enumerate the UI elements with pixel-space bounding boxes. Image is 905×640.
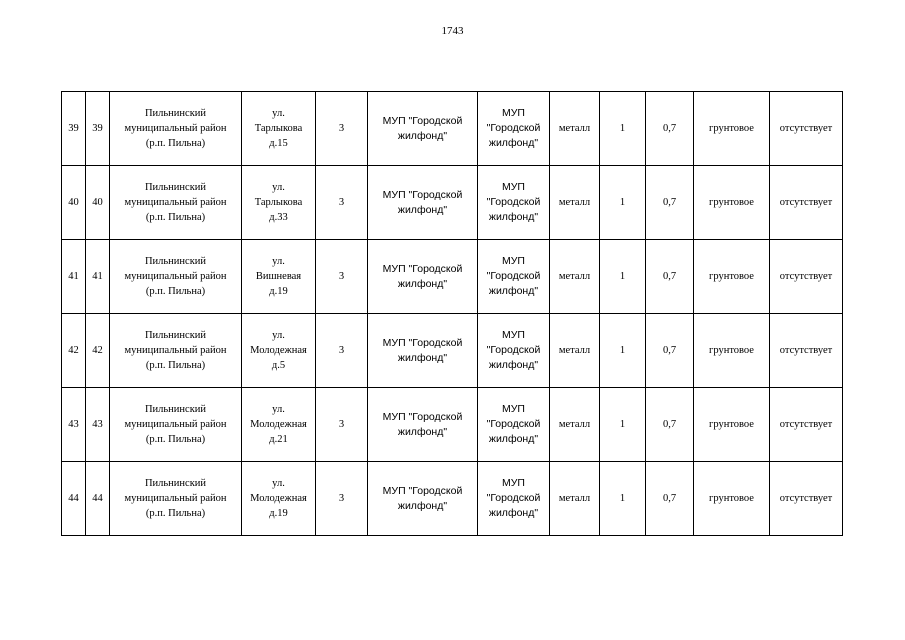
table-row (62, 240, 843, 314)
operator-cell (478, 240, 550, 314)
site-number-cell (86, 462, 110, 536)
site-number-cell-text: 42 (92, 345, 103, 356)
owner-cell (368, 166, 478, 240)
owner-cell (368, 240, 478, 314)
material-cell (550, 388, 600, 462)
containers-cell (600, 388, 646, 462)
page-number: 1743 (441, 25, 464, 37)
containers-cell (600, 314, 646, 388)
operator-cell-text: МУП "Городской жилфонд" (486, 107, 541, 149)
address-cell (242, 314, 316, 388)
surface-cell-text: грунтовое (709, 197, 754, 208)
row-number-cell (62, 240, 86, 314)
material-cell (550, 166, 600, 240)
site-number-cell-text: 43 (92, 419, 103, 430)
site-number-cell (86, 166, 110, 240)
containers-cell (600, 462, 646, 536)
address-cell-text: ул. Тарлыкова д.15 (254, 108, 303, 149)
owner-cell (368, 462, 478, 536)
volume-cell (646, 92, 694, 166)
fence-cell (770, 462, 843, 536)
district-cell-text: Пильнинский муниципальный район (р.п. Пильна) (124, 478, 227, 519)
count-cell-text: 3 (338, 197, 345, 208)
waste-site-registry-table (61, 91, 843, 536)
district-cell-text: Пильнинский муниципальный район (р.п. Пильна) (124, 182, 227, 223)
row-number-cell-text: 43 (68, 419, 79, 430)
volume-cell (646, 462, 694, 536)
count-cell-text: 3 (338, 345, 345, 356)
operator-cell (478, 92, 550, 166)
owner-cell-text: МУП "Городской жилфонд" (382, 336, 463, 364)
district-cell-text: Пильнинский муниципальный район (р.п. Пильна) (124, 404, 227, 445)
site-number-cell (86, 240, 110, 314)
district-cell-text: Пильнинский муниципальный район (р.п. Пильна) (124, 330, 227, 371)
address-cell-text: ул. Вишневая д.19 (255, 256, 302, 297)
count-cell (316, 166, 368, 240)
containers-cell (600, 92, 646, 166)
surface-cell (694, 314, 770, 388)
site-number-cell-text: 44 (92, 493, 103, 504)
fence-cell-text: отсутствует (779, 345, 833, 356)
surface-cell (694, 240, 770, 314)
owner-cell (368, 314, 478, 388)
operator-cell-text: МУП "Городской жилфонд" (486, 403, 541, 445)
surface-cell (694, 92, 770, 166)
owner-cell (368, 92, 478, 166)
count-cell-text: 3 (338, 123, 345, 134)
site-number-cell-text: 40 (92, 197, 103, 208)
fence-cell (770, 388, 843, 462)
count-cell (316, 92, 368, 166)
row-number-cell (62, 462, 86, 536)
material-cell (550, 462, 600, 536)
owner-cell-text: МУП "Городской жилфонд" (382, 484, 463, 512)
owner-cell-text: МУП "Городской жилфонд" (382, 114, 463, 142)
count-cell-text: 3 (338, 419, 345, 430)
volume-cell-text: 0,7 (662, 197, 677, 208)
owner-cell-text: МУП "Городской жилфонд" (382, 188, 463, 216)
material-cell-text: металл (558, 345, 591, 356)
surface-cell-text: грунтовое (709, 345, 754, 356)
address-cell-text: ул. Молодежная д.21 (250, 404, 307, 445)
district-cell (110, 388, 242, 462)
district-cell (110, 92, 242, 166)
table-row (62, 314, 843, 388)
count-cell (316, 314, 368, 388)
containers-cell-text: 1 (619, 271, 626, 282)
address-cell (242, 388, 316, 462)
volume-cell (646, 240, 694, 314)
surface-cell (694, 166, 770, 240)
row-number-cell-text: 40 (68, 197, 79, 208)
row-number-cell (62, 166, 86, 240)
row-number-cell-text: 41 (68, 271, 79, 282)
containers-cell-text: 1 (619, 197, 626, 208)
owner-cell-text: МУП "Городской жилфонд" (382, 262, 463, 290)
row-number-cell (62, 388, 86, 462)
row-number-cell-text: 42 (68, 345, 79, 356)
material-cell-text: металл (558, 271, 591, 282)
containers-cell (600, 166, 646, 240)
address-cell-text: ул. Тарлыкова д.33 (254, 182, 303, 223)
count-cell (316, 240, 368, 314)
district-cell (110, 166, 242, 240)
owner-cell (368, 388, 478, 462)
site-number-cell-text: 39 (92, 123, 103, 134)
fence-cell (770, 314, 843, 388)
row-number-cell-text: 44 (68, 493, 79, 504)
table-row (62, 462, 843, 536)
containers-cell-text: 1 (619, 123, 626, 134)
containers-cell (600, 240, 646, 314)
district-cell (110, 314, 242, 388)
row-number-cell-text: 39 (68, 123, 79, 134)
material-cell (550, 314, 600, 388)
material-cell-text: металл (558, 419, 591, 430)
surface-cell-text: грунтовое (709, 271, 754, 282)
volume-cell-text: 0,7 (662, 123, 677, 134)
volume-cell-text: 0,7 (662, 419, 677, 430)
material-cell-text: металл (558, 197, 591, 208)
site-number-cell-text: 41 (92, 271, 103, 282)
volume-cell-text: 0,7 (662, 345, 677, 356)
fence-cell-text: отсутствует (779, 123, 833, 134)
fence-cell-text: отсутствует (779, 419, 833, 430)
address-cell (242, 166, 316, 240)
registry-table-body (62, 92, 843, 536)
volume-cell-text: 0,7 (662, 271, 677, 282)
volume-cell-text: 0,7 (662, 493, 677, 504)
fence-cell-text: отсутствует (779, 271, 833, 282)
operator-cell-text: МУП "Городской жилфонд" (486, 181, 541, 223)
surface-cell-text: грунтовое (709, 493, 754, 504)
operator-cell-text: МУП "Городской жилфонд" (486, 329, 541, 371)
operator-cell (478, 462, 550, 536)
containers-cell-text: 1 (619, 345, 626, 356)
table-row (62, 166, 843, 240)
count-cell-text: 3 (338, 271, 345, 282)
operator-cell (478, 388, 550, 462)
fence-cell-text: отсутствует (779, 197, 833, 208)
district-cell-text: Пильнинский муниципальный район (р.п. Пильна) (124, 108, 227, 149)
row-number-cell (62, 92, 86, 166)
district-cell (110, 240, 242, 314)
table-row (62, 92, 843, 166)
operator-cell (478, 314, 550, 388)
containers-cell-text: 1 (619, 493, 626, 504)
fence-cell (770, 240, 843, 314)
address-cell (242, 92, 316, 166)
material-cell (550, 92, 600, 166)
count-cell-text: 3 (338, 493, 345, 504)
owner-cell-text: МУП "Городской жилфонд" (382, 410, 463, 438)
count-cell (316, 388, 368, 462)
district-cell (110, 462, 242, 536)
site-number-cell (86, 92, 110, 166)
operator-cell-text: МУП "Городской жилфонд" (486, 255, 541, 297)
operator-cell-text: МУП "Городской жилфонд" (486, 477, 541, 519)
district-cell-text: Пильнинский муниципальный район (р.п. Пильна) (124, 256, 227, 297)
count-cell (316, 462, 368, 536)
material-cell-text: металл (558, 123, 591, 134)
surface-cell-text: грунтовое (709, 419, 754, 430)
volume-cell (646, 166, 694, 240)
operator-cell (478, 166, 550, 240)
fence-cell (770, 166, 843, 240)
volume-cell (646, 314, 694, 388)
surface-cell (694, 462, 770, 536)
site-number-cell (86, 314, 110, 388)
address-cell-text: ул. Молодежная д.19 (250, 478, 307, 519)
address-cell (242, 240, 316, 314)
address-cell-text: ул. Молодежная д.5 (250, 330, 307, 371)
address-cell (242, 462, 316, 536)
fence-cell (770, 92, 843, 166)
material-cell-text: металл (558, 493, 591, 504)
row-number-cell (62, 314, 86, 388)
surface-cell-text: грунтовое (709, 123, 754, 134)
table-row (62, 388, 843, 462)
surface-cell (694, 388, 770, 462)
containers-cell-text: 1 (619, 419, 626, 430)
fence-cell-text: отсутствует (779, 493, 833, 504)
material-cell (550, 240, 600, 314)
volume-cell (646, 388, 694, 462)
site-number-cell (86, 388, 110, 462)
